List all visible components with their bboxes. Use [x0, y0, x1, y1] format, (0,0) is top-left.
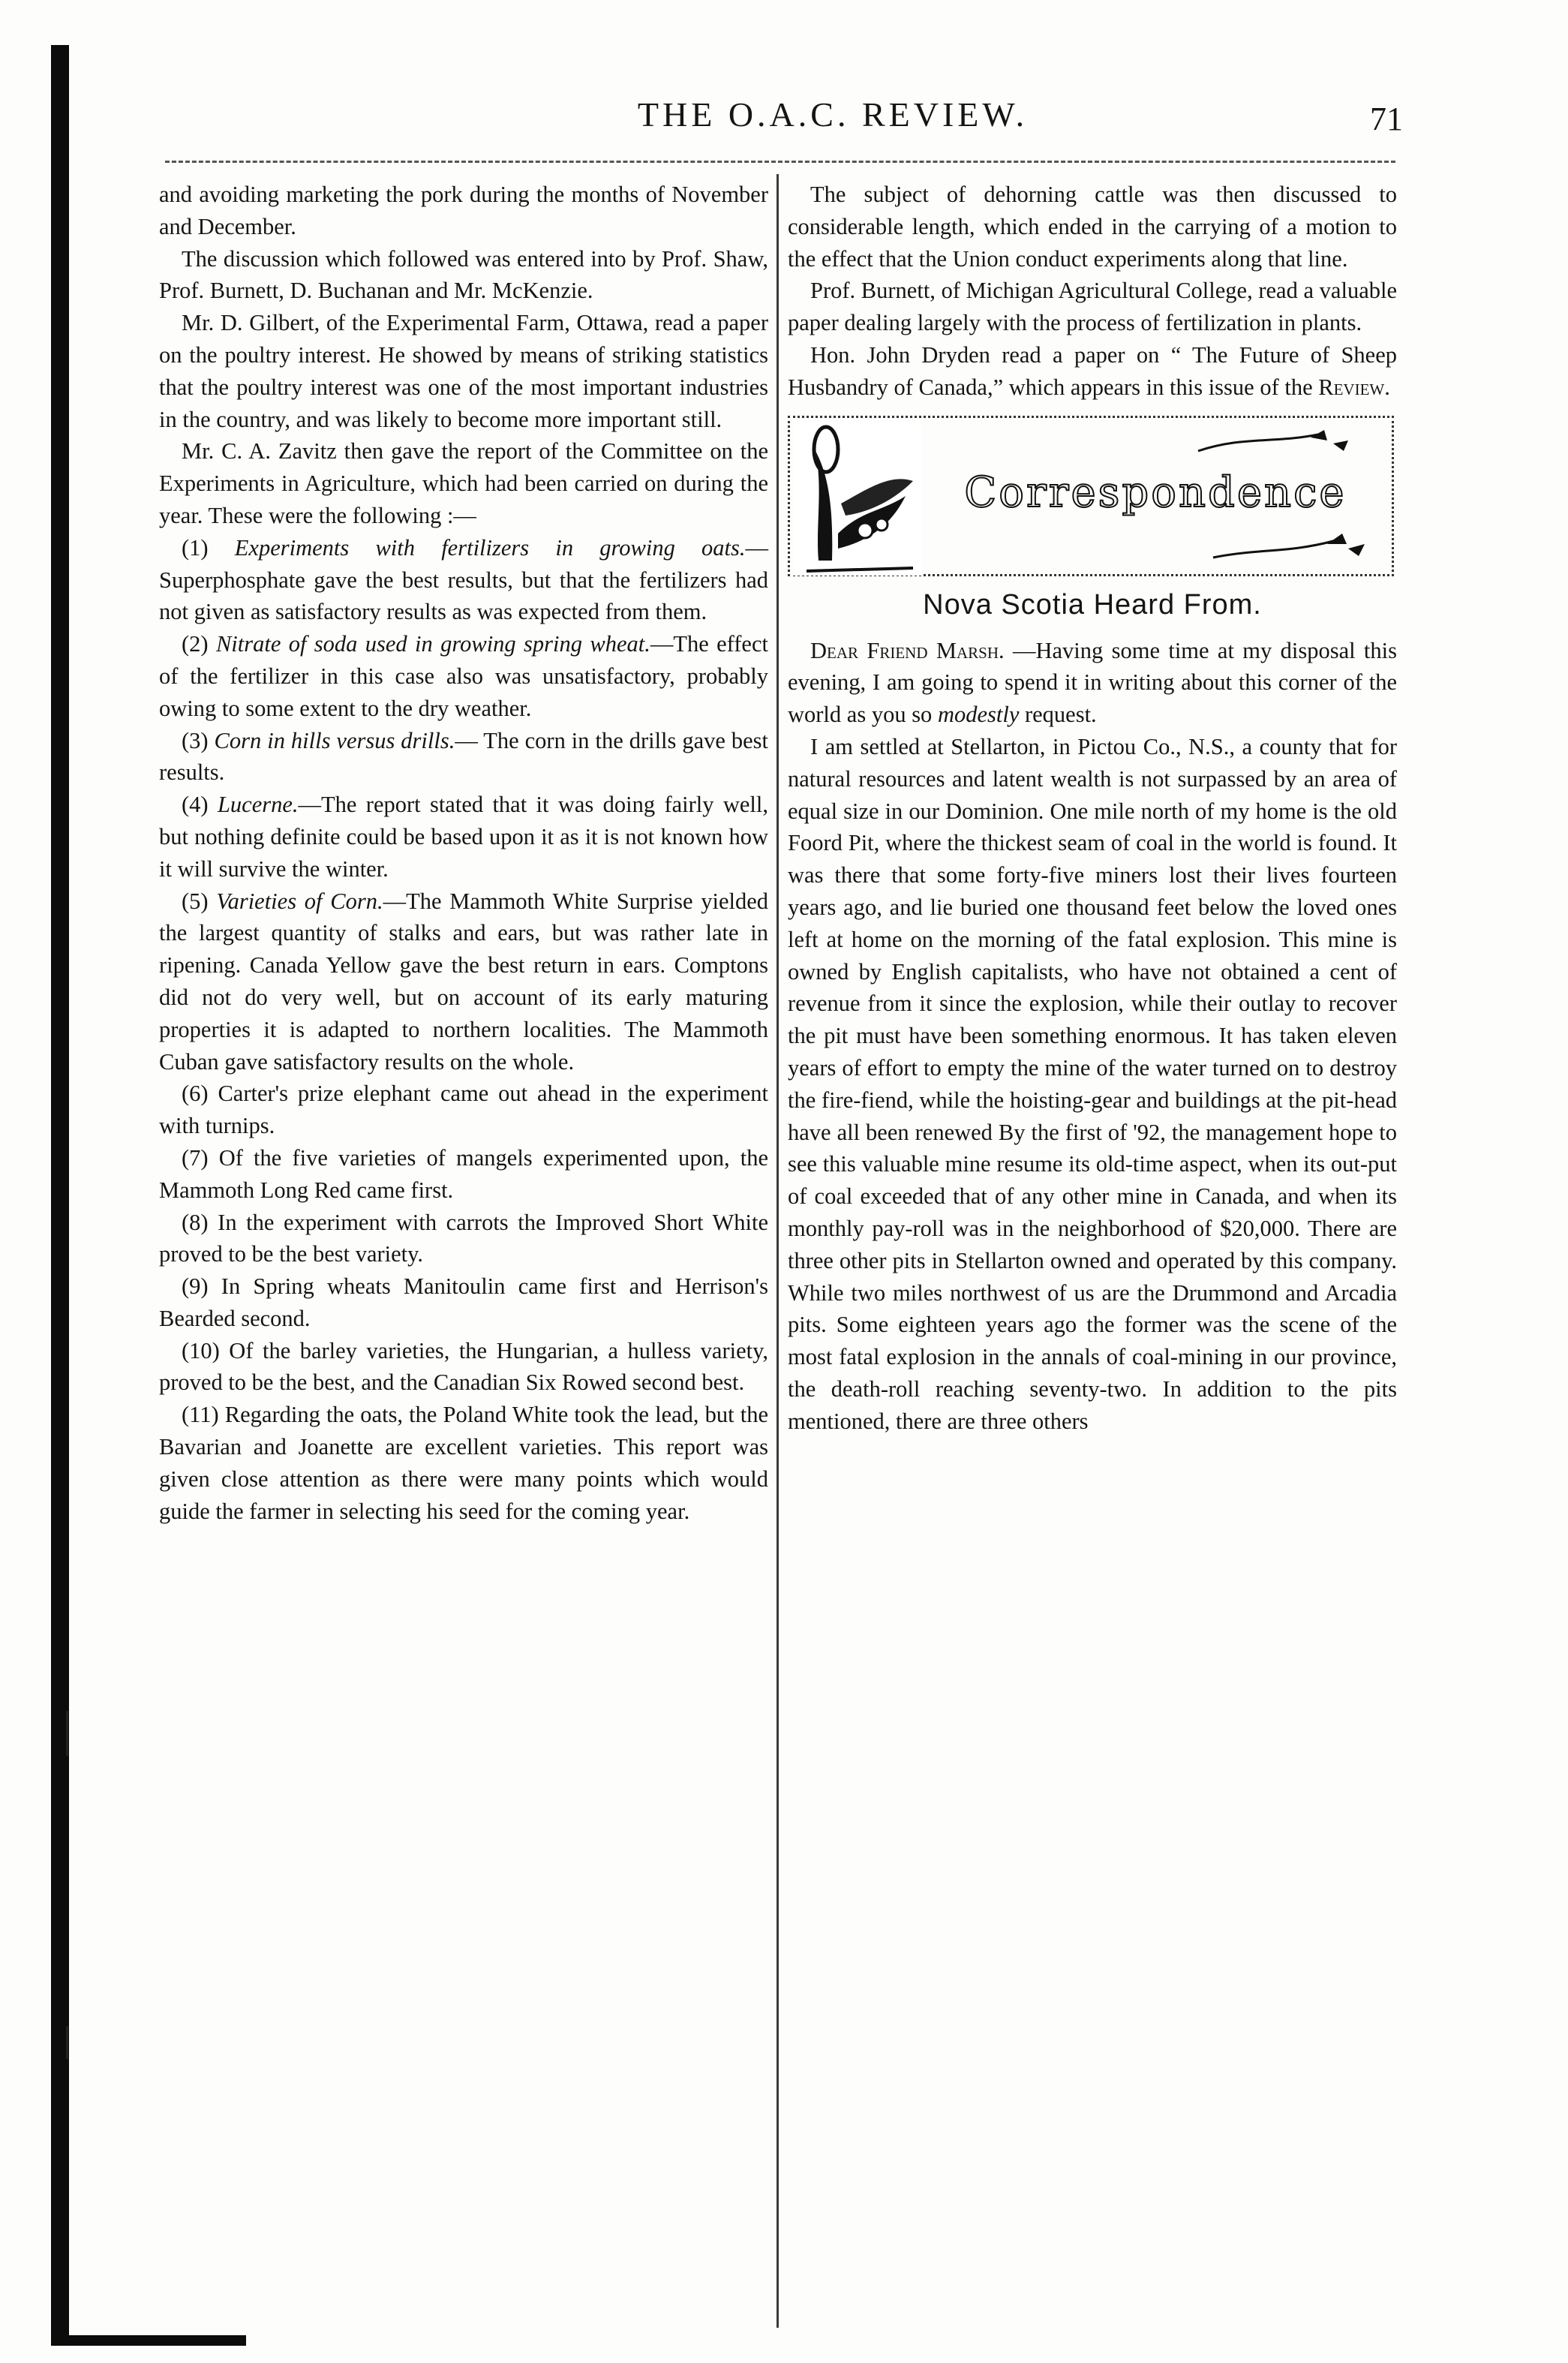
item-text: —The effect of the fertilizer in this case also was unsatisfactory, probably owing to some extent to the dry weather.	[159, 631, 768, 721]
column-rule	[776, 174, 779, 2328]
paragraph: Prof. Burnett, of Michigan Agricultural College, read a valuable paper dealing largely with the process of fertilization in plants.	[788, 278, 1397, 336]
correspondence-banner	[788, 416, 1394, 576]
section-banner-title: Correspondence	[964, 467, 1347, 517]
list-item	[159, 789, 768, 885]
article-heading: Nova Scotia Heard From.	[923, 588, 1262, 621]
edge-mark	[66, 1711, 68, 1756]
list-item	[159, 628, 768, 724]
paragraph-text: Hon. John Dryden read a paper on “ The Future of Sheep Husbandry of Canada,” which appears in this issue of the	[788, 341, 1397, 400]
item-title: Corn in hills versus drills.	[214, 727, 455, 753]
item-text: — The corn in the drills gave best results.	[159, 727, 769, 786]
item-number: (2)	[182, 631, 209, 657]
list-item: (7) Of the five varieties of mangels experimented upon, the Mammoth Long Red came first.	[159, 1144, 768, 1203]
list-item	[159, 885, 768, 1078]
paragraph: and avoiding marketing the pork during the months of November and December.	[159, 182, 768, 239]
item-title: Nitrate of soda used in growing spring wheat.	[215, 631, 650, 657]
item-title: Varieties of Corn.	[216, 888, 383, 914]
paragraph-text: —Having some time at my disposal this evening, I am going to spend it in writing about this corner of the world as you so	[788, 637, 1397, 728]
paragraph: The subject of dehorning cattle was then discussed to considerable length, which ended in the carrying of a motion to the effect that the Union conduct experiments along that line.	[788, 182, 1397, 272]
salutation: Dear Friend Marsh.	[810, 637, 1005, 663]
item-text: —Superphosphate gave the best results, but that the fertilizers had not given as satisfactory results as was expected from them.	[159, 534, 769, 625]
left-column	[159, 179, 768, 1527]
paragraph: The discussion which followed was entered into by Prof. Shaw, Prof. Burnett, D. Buchanan and Mr. McKenzie.	[159, 245, 768, 304]
list-item: (6) Carter's prize elephant came out ahead in the experiment with turnips.	[159, 1081, 768, 1139]
list-item: (11) Regarding the oats, the Poland White took the lead, but the Bavarian and Joanette are excellent varieties. This report was given close attention as there were many points which would guide the farmer in selecting his seed for the coming year.	[159, 1402, 768, 1524]
item-title: Experiments with fertilizers in growing oats.	[234, 534, 746, 561]
paragraph: I am settled at Stellarton, in Pictou Co., N.S., a county that for natural resources and latent wealth is not surpassed by an area of equal size in our Dominion. One mile north of my home is the old Foord Pit, where the thickest seam of coal in the world is found. It was there that some forty-five miners lost their lives fourteen years ago, and lie buried one thousand feet below the loved ones left at home on the morning of the fatal explosion. This mine is owned by English capitalists, who have not obtained a cent of revenue from it since the explosion, while their outlay to recover the pit must have been something enormous. It has taken eleven years of effort to empty the mine of the water turned on to destroy the fire-fiend, while the hoisting-gear and buildings at the pit-head have all been renewed By the first of '92, the management hope to see this valuable mine resume its old-time aspect, when its out-put of coal exceeded that of any other mine in Canada, and when its monthly pay-roll was in the neighborhood of $20,000. There are three other pits in Stellarton owned and operated by this company. While two miles northwest of us are the Drummond and Arcadia pits. Some eighteen years ago the former was the scene of the most fatal explosion in the annals of coal-mining in our province, the death-roll reaching seventy-two. In addition to the pits mentioned, there are three others	[788, 733, 1397, 1434]
item-text: —The report stated that it was doing fairly well, but nothing definite could be based upon it as it is not known how it will survive the winter.	[159, 792, 768, 882]
paragraph-end: request.	[1019, 702, 1097, 728]
paragraph	[788, 635, 1397, 731]
running-head	[150, 89, 1425, 156]
header-rule	[165, 161, 1395, 163]
edge-mark	[66, 2026, 68, 2059]
paragraph-end: .	[1384, 374, 1390, 400]
paragraph: Mr. C. A. Zavitz then gave the report of the Committee on the Experiments in Agriculture, which had been carried on during the year. These were the following :—	[159, 438, 768, 528]
list-item: (9) In Spring wheats Manitoulin came first and Herrison's Bearded second.	[159, 1273, 768, 1331]
page-number: 71	[1370, 101, 1403, 137]
paragraph: Mr. D. Gilbert, of the Experimental Farm, Ottawa, read a paper on the poultry interest. He showed by means of striking statistics that the poultry interest was one of the most important industries in the country, and was likely to become more important still.	[159, 310, 768, 432]
item-number: (5)	[182, 888, 209, 914]
item-number: (1)	[182, 534, 209, 561]
journal-title: THE O.A.C. REVIEW.	[637, 95, 1029, 134]
list-item: (8) In the experiment with carrots the Improved Short White proved to be the best variety.	[159, 1209, 768, 1267]
item-text: —The Mammoth White Surprise yielded the largest quantity of stalks and ears, but was rather late in ripening. Canada Yellow gave the best return in ears. Comptons did not do very well, but on account of its early maturing properties it is adapted to northern localities. The Mammoth Cuban gave satisfactory results on the whole.	[159, 888, 769, 1075]
binding-edge-foot	[51, 2335, 246, 2346]
item-number: (3)	[182, 727, 209, 753]
journal-name: Review	[1318, 374, 1385, 400]
right-column	[788, 179, 1397, 1438]
list-item: (10) Of the barley varieties, the Hungarian, a hulless variety, proved to be the best, and the Canadian Six Rowed second best.	[159, 1337, 768, 1396]
list-item	[159, 532, 768, 628]
item-number: (4)	[182, 792, 209, 818]
list-item	[159, 725, 768, 789]
item-title: Lucerne.	[217, 792, 299, 818]
paragraph	[788, 339, 1397, 404]
emphasis: modestly	[937, 702, 1020, 728]
binding-edge	[51, 45, 69, 2341]
